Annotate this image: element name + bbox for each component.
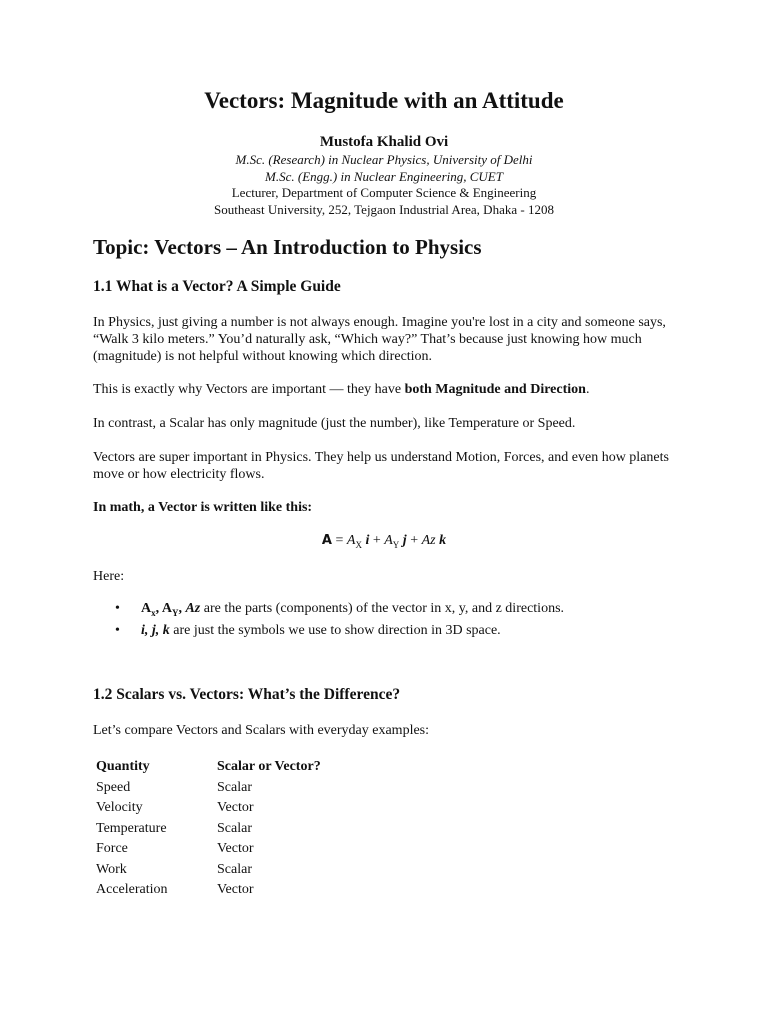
bullet-1-term-sep-2: ,: [178, 601, 186, 616]
eq-i: i: [365, 533, 370, 548]
bullet-icon: •: [115, 601, 120, 616]
table-row: [93, 819, 380, 840]
table-cell-quantity: Work: [96, 861, 127, 877]
author-degree-2: M.Sc. (Engg.) in Nuclear Engineering, CUET: [265, 168, 503, 184]
table-cell-type: Scalar: [217, 820, 252, 836]
eq-Ax: A: [346, 533, 356, 548]
table-row: [93, 839, 380, 860]
eq-y-sub: Y: [392, 539, 400, 550]
scalar-vector-table: [93, 757, 380, 901]
table-cell-type: Scalar: [217, 779, 252, 795]
table-cell-type: Vector: [217, 800, 254, 816]
table-row: [93, 778, 380, 799]
section-1-paragraph-4: Vectors are super important in Physics. They help us understand Motion, Forces, and even how planets move or how electricity flows.: [93, 450, 669, 482]
component-bullet-list: [93, 600, 693, 640]
table-cell-type: Scalar: [217, 861, 252, 877]
bullet-1-term-x: x: [151, 607, 156, 618]
author-affiliation: Southeast University, 252, Tejgaon Industrial Area, Dhaka - 1208: [214, 201, 554, 217]
para2-start: This is exactly why Vectors are important — they have: [93, 382, 405, 397]
bullet-icon: •: [115, 622, 120, 638]
bullet-1-term-A: A: [141, 601, 152, 616]
bullet-1-text: are the parts (components) of the vector in x, y, and z directions.: [200, 601, 565, 616]
author-degree-1: M.Sc. (Research) in Nuclear Physics, University of Delhi: [235, 152, 533, 167]
bullet-2-term: i, j, k: [141, 622, 170, 638]
table-header-row: [93, 757, 380, 778]
table-cell-quantity: Temperature: [96, 820, 167, 836]
topic-heading: Topic: Vectors – An Introduction to Physics: [93, 235, 482, 259]
table-row: [93, 880, 380, 901]
eq-plus-1: +: [369, 533, 385, 548]
bullet-1-term-Az: Az: [185, 601, 201, 616]
eq-plus-2: +: [406, 533, 422, 548]
section-1-paragraph-3: In contrast, a Scalar has only magnitude (just the number), like Temperature or Speed.: [93, 416, 576, 431]
table-header-quantity: Quantity: [96, 759, 150, 775]
section-1-heading: 1.1 What is a Vector? A Simple Guide: [93, 278, 341, 295]
list-item: [93, 622, 693, 640]
bullet-1-term-sep-1: , A: [155, 601, 172, 616]
table-row: [93, 860, 380, 881]
table-cell-type: Vector: [217, 841, 254, 857]
eq-j: j: [402, 533, 407, 548]
para2-bold: both Magnitude and Direction: [404, 382, 586, 397]
bullet-2-text: are just the symbols we use to show direction in 3D space.: [169, 622, 501, 638]
table-cell-quantity: Acceleration: [96, 882, 168, 898]
author-block: [0, 132, 768, 218]
author-position: Lecturer, Department of Computer Science & Engineering: [231, 185, 537, 200]
document-title: Vectors: Magnitude with an Attitude: [204, 88, 564, 113]
para2-end: .: [585, 382, 590, 397]
bullet-1-term-y: Y: [171, 607, 179, 618]
here-label: Here:: [93, 569, 125, 584]
vector-equation: [0, 533, 768, 550]
author-name: Mustofa Khalid Ovi: [319, 134, 449, 150]
section-2-heading: 1.2 Scalars vs. Vectors: What’s the Difference?: [93, 686, 401, 703]
section-2-intro: Let’s compare Vectors and Scalars with everyday examples:: [93, 723, 430, 738]
section-1-paragraph-1: In Physics, just giving a number is not always enough. Imagine you're lost in a city and someone says, “Walk 3 kilo meters.” You’d naturally ask, “Which way?” That’s because just knowing how much (magnitude) is not helpful without knowing which direction.: [93, 315, 666, 364]
table-header-type: Scalar or Vector?: [217, 759, 321, 775]
eq-k: k: [439, 533, 447, 548]
eq-equals: =: [331, 533, 347, 548]
table-cell-quantity: Speed: [96, 779, 131, 795]
table-cell-quantity: Force: [96, 841, 128, 857]
eq-Az: Az: [421, 533, 436, 548]
math-intro: In math, a Vector is written like this:: [93, 500, 313, 515]
eq-A: A: [321, 533, 332, 548]
table-cell-quantity: Velocity: [96, 800, 143, 816]
table-cell-type: Vector: [217, 882, 254, 898]
section-1-paragraph-2: [93, 381, 683, 398]
eq-Ay: A: [384, 533, 393, 548]
table-row: [93, 798, 380, 819]
eq-x-sub: X: [355, 539, 362, 550]
list-item: [93, 600, 693, 622]
